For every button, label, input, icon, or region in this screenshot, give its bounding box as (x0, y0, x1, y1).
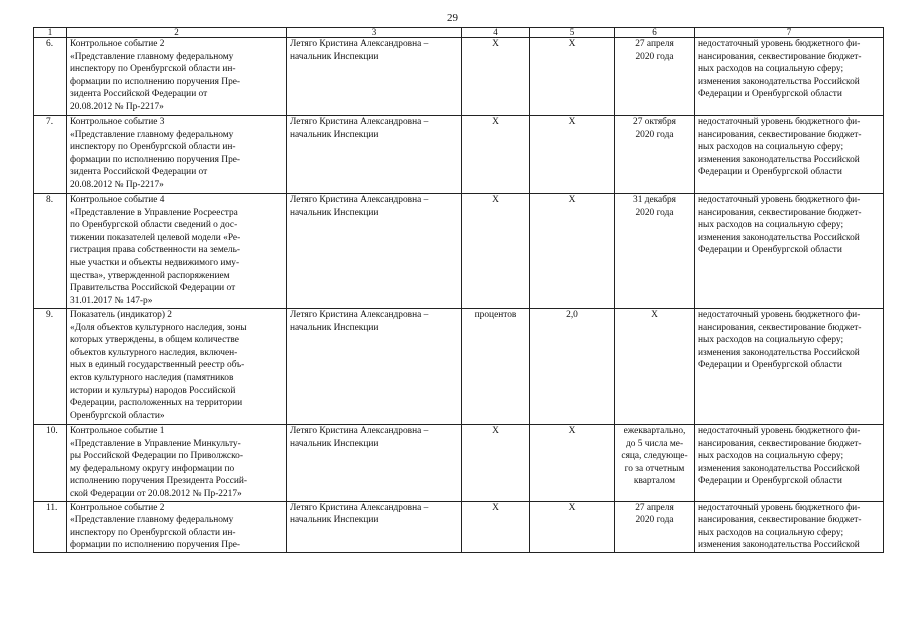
event-cell-line: инспектору по Оренбургской области ин- (70, 527, 236, 538)
date-cell-line: ежеквартально, (623, 426, 686, 436)
responsible-cell-line: начальник Инспекции (290, 322, 379, 333)
date-cell (615, 38, 695, 116)
date-cell (615, 309, 695, 425)
event-cell (67, 425, 287, 502)
event-cell-line: Контрольное событие 3 (70, 117, 165, 127)
event-cell-line: ектов культурного наследия (памятников (70, 372, 234, 383)
risks-cell-line: нансирования, секвестирование бюджет- (698, 207, 862, 218)
responsible-cell-line: начальник Инспекции (290, 51, 379, 62)
date-cell (615, 425, 695, 502)
event-cell-line: 20.08.2012 № Пр-2217» (70, 179, 164, 190)
risks-cell-line: изменения законодательства Российской (698, 76, 860, 87)
risks-cell-line: Федерации и Оренбургской области (698, 89, 842, 100)
date-cell-line: до 5 числа ме- (625, 438, 684, 449)
risks-cell-line: недостаточный уровень бюджетного фи- (698, 39, 861, 49)
event-cell-line: формации по исполнению поручения Пре- (70, 76, 241, 87)
risks-cell-line: изменения законодательства Российской (698, 463, 860, 474)
event-cell-line: «Представление главному федеральному (70, 51, 234, 62)
risks-cell-line: недостаточный уровень бюджетного фи- (698, 310, 861, 320)
date-cell-line: кварталом (633, 476, 676, 487)
risks-cell-line: изменения законодательства Российской (698, 232, 860, 243)
date-cell (615, 194, 695, 309)
header-col-1: 1 (34, 28, 67, 38)
header-col-6: 6 (615, 28, 695, 38)
plan-table (33, 27, 884, 553)
value-cell: Х (530, 38, 615, 116)
risks-cell-line: нансирования, секвестирование бюджет- (698, 438, 862, 449)
risks-cell-line: ных расходов на социальную сферу; (698, 142, 844, 153)
event-cell-line: му федеральному округу информации по (70, 463, 235, 474)
responsible-cell-line: Летяго Кристина Александровна – (290, 502, 429, 513)
risks-cell-line: недостаточный уровень бюджетного фи- (698, 502, 861, 513)
event-cell-line: «Представление главному федеральному (70, 515, 234, 526)
unit-cell: Х (462, 38, 530, 116)
risks-cell-line: нансирования, секвестирование бюджет- (698, 515, 862, 526)
event-cell-line: Федерации, расположенных на территории (70, 398, 243, 409)
event-cell-line: щества», утвержденной распоряжением (70, 270, 230, 281)
responsible-cell-line: Летяго Кристина Александровна – (290, 39, 429, 49)
event-cell-line: тижении показателей целевой модели «Ре- (70, 232, 241, 243)
risks-cell-line: изменения законодательства Российской (698, 347, 860, 358)
risks-cell-line: нансирования, секвестирование бюджет- (698, 322, 862, 333)
event-cell (67, 38, 287, 116)
risks-cell-line: Федерации и Оренбургской области (698, 245, 842, 256)
responsible-cell (287, 425, 462, 502)
table-row (34, 194, 884, 309)
event-cell-line: «Представление в Управление Росреестра (70, 207, 238, 218)
event-cell-line: ры Российской Федерации по Приволжско- (70, 451, 243, 462)
responsible-cell-line: Летяго Кристина Александровна – (290, 310, 429, 320)
date-cell-line: 2020 года (635, 515, 674, 526)
responsible-cell-line: начальник Инспекции (290, 438, 379, 449)
event-cell-line: ные участки и объекты недвижимого иму- (70, 257, 240, 268)
event-cell-line: ской Федерации от 20.08.2012 № Пр-2217» (70, 488, 242, 499)
responsible-cell-line: Летяго Кристина Александровна – (290, 195, 429, 205)
risks-cell-line: ных расходов на социальную сферу; (698, 527, 844, 538)
row-number-cell: 8. (34, 194, 67, 309)
header-col-2: 2 (67, 28, 287, 38)
event-cell-line: истории и культуры) народов Российской (70, 385, 236, 396)
event-cell (67, 309, 287, 425)
date-cell-line: 2020 года (635, 129, 674, 140)
risks-cell (695, 38, 884, 116)
date-cell (615, 116, 695, 194)
unit-cell: Х (462, 501, 530, 552)
date-cell-line: сяца, следующе- (621, 451, 688, 462)
risks-cell (695, 309, 884, 425)
header-row (34, 28, 884, 38)
risks-cell (695, 194, 884, 309)
event-cell-line: 20.08.2012 № Пр-2217» (70, 101, 164, 112)
event-cell (67, 501, 287, 552)
event-cell-line: Контрольное событие 4 (70, 195, 165, 205)
date-cell-line: 27 апреля (635, 502, 674, 513)
responsible-cell-line: начальник Инспекции (290, 129, 379, 140)
risks-cell-line: нансирования, секвестирование бюджет- (698, 51, 862, 62)
event-cell (67, 116, 287, 194)
risks-cell-line: ных расходов на социальную сферу; (698, 335, 844, 346)
event-cell-line: Правительства Российской Федерации от (70, 283, 236, 294)
risks-cell-line: ных расходов на социальную сферу; (698, 220, 844, 231)
responsible-cell (287, 194, 462, 309)
event-cell-line: Оренбургской области» (70, 410, 165, 421)
event-cell-line: которых утверждены, в общем количестве (70, 335, 239, 346)
event-cell-line: Контрольное событие 2 (70, 502, 165, 513)
risks-cell-line: ных расходов на социальную сферу; (698, 451, 844, 462)
risks-cell-line: недостаточный уровень бюджетного фи- (698, 117, 861, 127)
unit-cell: Х (462, 425, 530, 502)
event-cell-line: объектов культурного наследия, включен- (70, 347, 238, 358)
event-cell-line: формации по исполнению поручения Пре- (70, 154, 241, 165)
row-number-cell: 11. (34, 501, 67, 552)
row-number-cell: 10. (34, 425, 67, 502)
event-cell-line: инспектору по Оренбургской области ин- (70, 64, 236, 75)
event-cell-line: инспектору по Оренбургской области ин- (70, 142, 236, 153)
unit-cell: процентов (462, 309, 530, 425)
table-row (34, 309, 884, 425)
event-cell-line: Контрольное событие 1 (70, 426, 165, 436)
risks-cell-line: недостаточный уровень бюджетного фи- (698, 426, 861, 436)
row-number-cell: 9. (34, 309, 67, 425)
risks-cell-line: ных расходов на социальную сферу; (698, 64, 844, 75)
risks-cell (695, 501, 884, 552)
row-number-cell: 6. (34, 38, 67, 116)
responsible-cell-line: начальник Инспекции (290, 515, 379, 526)
risks-cell-line: изменения законодательства Российской (698, 154, 860, 165)
date-cell (615, 501, 695, 552)
event-cell-line: Показатель (индикатор) 2 (70, 310, 172, 320)
event-cell-line: 31.01.2017 № 147-р» (70, 295, 153, 306)
row-number-cell: 7. (34, 116, 67, 194)
date-cell-line: го за отчетным (624, 463, 685, 474)
responsible-cell-line: Летяго Кристина Александровна – (290, 426, 429, 436)
event-cell-line: по Оренбургской области сведений о дос- (70, 220, 238, 231)
header-col-4: 4 (462, 28, 530, 38)
value-cell: Х (530, 501, 615, 552)
header-col-3: 3 (287, 28, 462, 38)
risks-cell-line: Федерации и Оренбургской области (698, 360, 842, 371)
date-cell-line: 2020 года (635, 207, 674, 218)
value-cell: Х (530, 194, 615, 309)
page-number: 29 (447, 12, 458, 24)
unit-cell: Х (462, 194, 530, 309)
risks-cell-line: нансирования, секвестирование бюджет- (698, 129, 862, 140)
table-row (34, 501, 884, 552)
risks-cell-line: недостаточный уровень бюджетного фи- (698, 195, 861, 205)
event-cell-line: «Доля объектов культурного наследия, зоны (70, 322, 247, 333)
event-cell-line: зидента Российской Федерации от (70, 167, 208, 178)
date-cell-line: 27 апреля (635, 39, 674, 49)
date-cell-line: 27 октября (633, 117, 676, 127)
event-cell-line: «Представление в Управление Минкульту- (70, 438, 241, 449)
responsible-cell (287, 38, 462, 116)
risks-cell (695, 425, 884, 502)
header-col-7: 7 (695, 28, 884, 38)
date-cell-line: Х (651, 310, 658, 320)
risks-cell (695, 116, 884, 194)
table-row (34, 425, 884, 502)
risks-cell-line: Федерации и Оренбургской области (698, 476, 842, 487)
responsible-cell (287, 309, 462, 425)
risks-cell-line: изменения законодательства Российской (698, 540, 860, 551)
event-cell (67, 194, 287, 309)
responsible-cell-line: начальник Инспекции (290, 207, 379, 218)
event-cell-line: «Представление главному федеральному (70, 129, 234, 140)
responsible-cell-line: Летяго Кристина Александровна – (290, 117, 429, 127)
event-cell-line: зидента Российской Федерации от (70, 89, 208, 100)
event-cell-line: Контрольное событие 2 (70, 39, 165, 49)
unit-cell: Х (462, 116, 530, 194)
table-row (34, 116, 884, 194)
value-cell: Х (530, 425, 615, 502)
responsible-cell (287, 116, 462, 194)
date-cell-line: 2020 года (635, 51, 674, 62)
responsible-cell (287, 501, 462, 552)
date-cell-line: 31 декабря (633, 195, 676, 205)
event-cell-line: формации по исполнению поручения Пре- (70, 540, 241, 551)
event-cell-line: исполнению поручения Президента Россий- (70, 476, 248, 487)
table-row (34, 38, 884, 116)
event-cell-line: ных в единый государственный реестр объ- (70, 360, 245, 371)
value-cell: Х (530, 116, 615, 194)
header-col-5: 5 (530, 28, 615, 38)
event-cell-line: гистрация права собственности на земель- (70, 245, 240, 256)
value-cell: 2,0 (530, 309, 615, 425)
risks-cell-line: Федерации и Оренбургской области (698, 167, 842, 178)
